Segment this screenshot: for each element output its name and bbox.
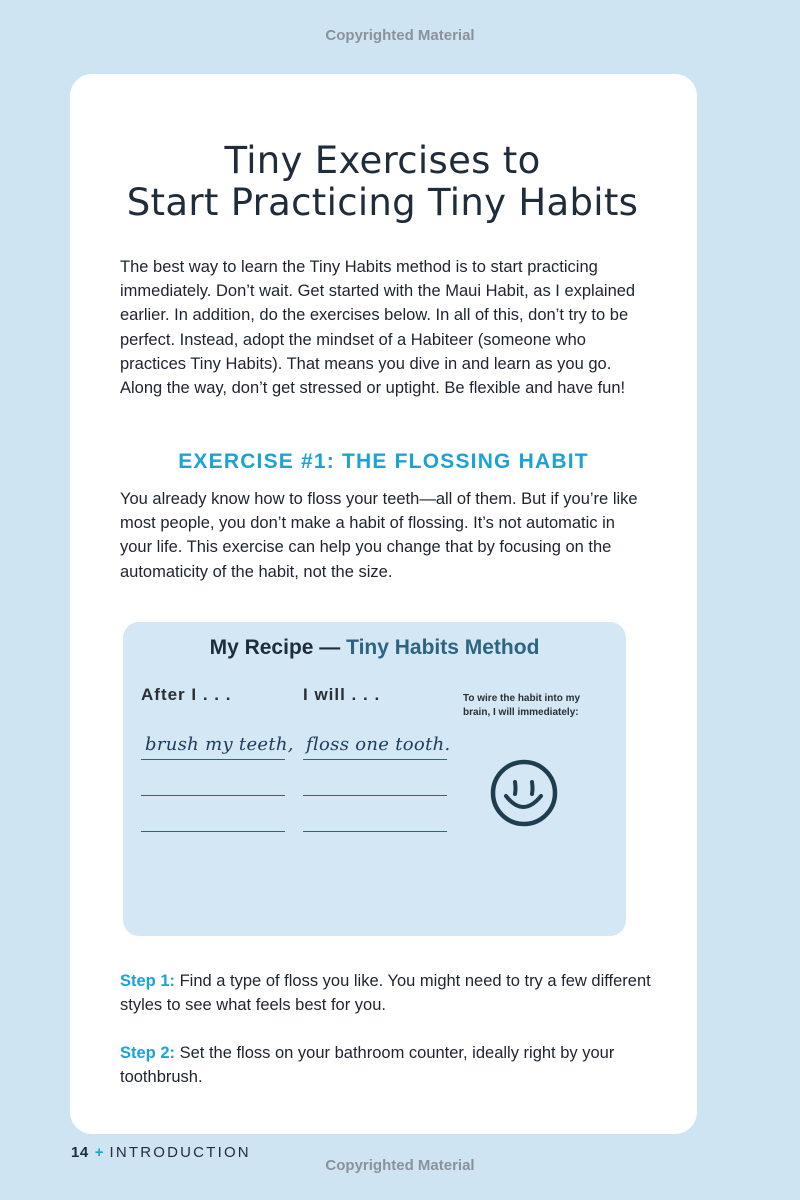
will-handwritten: floss one tooth.: [306, 734, 451, 755]
after-handwritten: brush my teeth,: [145, 734, 294, 755]
will-label: I will . . .: [303, 685, 381, 704]
step-2-text: Set the floss on your bathroom counter, ideally right by your toothbrush.: [120, 1044, 615, 1087]
will-line-1: [303, 759, 447, 760]
copyright-top: Copyrighted Material: [325, 27, 475, 44]
exercise-paragraph: You already know how to floss your teeth—all of them. But if you’re like most people, you don’t make a habit of flossing. It’s not automatic in your life. This exercise can help you change that by focusing on the automaticity of the habit, not the size.: [120, 490, 638, 581]
will-line-2: [303, 795, 447, 796]
recipe-title-method: Tiny Habits Method: [346, 636, 540, 659]
footer-section: INTRODUCTION: [109, 1144, 251, 1161]
after-line-1: [141, 759, 285, 760]
step-1-label: Step 1:: [120, 972, 176, 990]
page-title: [0, 140, 765, 224]
step-1: [120, 969, 660, 1017]
step-1-text: Find a type of floss you like. You might need to try a few different styles to see what feels best for you.: [120, 972, 651, 1015]
recipe-card: [123, 622, 626, 936]
footer-separator: +: [94, 1144, 104, 1161]
after-line-2: [141, 795, 285, 796]
wire-label: To wire the habit into my brain, I will immediately:: [463, 693, 581, 718]
title-line-2: Start Practicing Tiny Habits: [126, 181, 639, 224]
page-number: 14: [71, 1144, 89, 1161]
step-2-label: Step 2:: [120, 1044, 176, 1062]
copyright-bottom: Copyrighted Material: [325, 1157, 475, 1174]
recipe-title: [123, 636, 626, 660]
exercise-heading: EXERCISE #1: THE FLOSSING HABIT: [178, 450, 589, 473]
recipe-title-main: My Recipe —: [209, 636, 347, 659]
title-line-1: Tiny Exercises to: [224, 139, 541, 182]
will-line-3: [303, 831, 447, 832]
after-label: After I . . .: [141, 685, 232, 704]
smiley-face-icon: [489, 758, 559, 828]
after-line-3: [141, 831, 285, 832]
step-2: [120, 1041, 660, 1089]
intro-paragraph: The best way to learn the Tiny Habits method is to start practicing immediately. Don’t wait. Get started with the Maui Habit, as I explained earlier. In addition, do the exercises below. In all of this, don’t try to be perfect. Instead, adopt the mindset of a Habiteer (someone who practices Tiny Habits). That means you dive in and learn as you go. Along the way, don’t get stressed or uptight. Be flexible and have fun!: [120, 258, 636, 398]
